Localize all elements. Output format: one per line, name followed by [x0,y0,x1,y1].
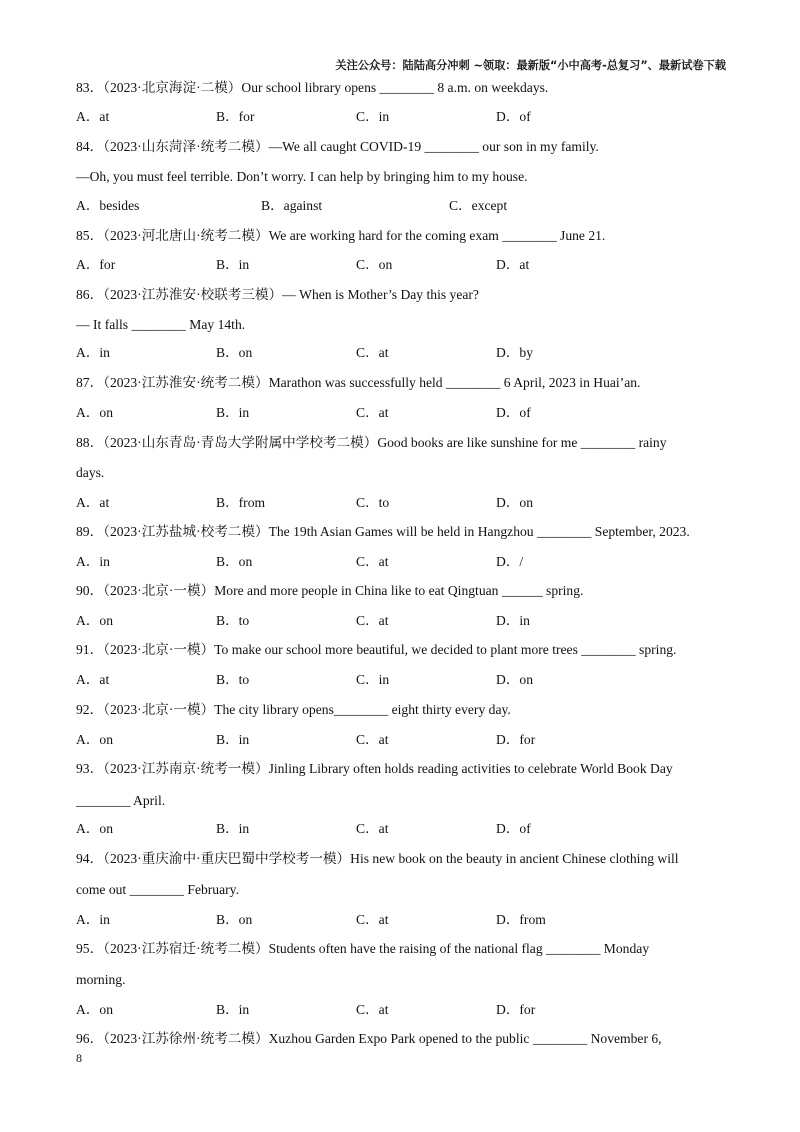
answer-option: A．besides [76,198,140,213]
answer-options [76,821,736,837]
page-header: 关注公众号：陆陆高分冲刺 ~领取：最新版“小中高考-总复习”、最新试卷下载 [335,59,726,72]
answer-option: C．at [356,345,389,360]
question-stem: 86．（2023·江苏淮安·校联考三模）— When is Mother’s Day this year? [76,287,479,302]
question-stem-continuation: ________ April. [76,793,166,808]
answer-option: A．on [76,613,114,628]
answer-option: A．at [76,672,110,687]
answer-option: C．in [356,109,390,124]
question-stem: 94．（2023·重庆渝中·重庆巴蜀中学校考一模）His new book on the beauty in ancient Chinese clothing will [76,851,679,866]
answer-option: C．at [356,613,389,628]
answer-option: A．at [76,495,110,510]
answer-options [76,732,736,748]
question-stem: 92．（2023·北京·一模）The city library opens________ eight thirty every day. [76,702,511,717]
answer-option: B．in [216,405,250,420]
page-number: 8 [76,1051,82,1065]
question-stem: 85．（2023·河北唐山·统考二模）We are working hard for the coming exam ________ June 21. [76,228,606,243]
question-stem-continuation: — It falls ________ May 14th. [76,317,246,332]
answer-option: D．/ [496,554,524,569]
answer-option: C．at [356,554,389,569]
answer-option: B．on [216,912,253,927]
answer-option: D．from [496,912,546,927]
answer-option: B．in [216,257,250,272]
answer-options [76,672,736,688]
answer-option: A．on [76,405,114,420]
answer-option: D．at [496,257,530,272]
question-stem: 83．（2023·北京海淀·二模）Our school library opens ________ 8 a.m. on weekdays. [76,80,549,95]
answer-option: B．to [216,672,250,687]
answer-option: C．in [356,672,390,687]
answer-option: D．for [496,732,536,747]
answer-option: C．to [356,495,390,510]
answer-option: A．in [76,912,110,927]
answer-option: B．in [216,1002,250,1017]
question-stem: 96．（2023·江苏徐州·统考二模）Xuzhou Garden Expo Park opened to the public ________ November 6, [76,1031,662,1046]
answer-option: D．of [496,821,531,836]
answer-option: A．in [76,554,110,569]
answer-option: B．for [216,109,255,124]
answer-options [76,198,736,214]
answer-option: C．at [356,912,389,927]
answer-option: C．at [356,405,389,420]
answer-option: D．in [496,613,530,628]
question-stem-continuation: —Oh, you must feel terrible. Don’t worry. I can help by bringing him to my house. [76,169,528,184]
answer-options [76,1002,736,1018]
answer-option: C．except [449,198,508,213]
answer-options [76,109,736,125]
question-stem-continuation: morning. [76,972,126,987]
answer-option: D．for [496,1002,536,1017]
answer-option: B．to [216,613,250,628]
answer-option: B．from [216,495,266,510]
answer-option: C．at [356,732,389,747]
answer-option: C．on [356,257,393,272]
question-stem: 90．（2023·北京·一模）More and more people in China like to eat Qingtuan ______ spring. [76,583,584,598]
answer-option: C．at [356,1002,389,1017]
answer-options [76,613,736,629]
question-stem-continuation: come out ________ February. [76,882,239,897]
question-stem: 93．（2023·江苏南京·统考一模）Jinling Library often holds reading activities to celebrate World Book Day [76,761,673,776]
answer-option: A．for [76,257,116,272]
question-stem: 87．（2023·江苏淮安·统考二模）Marathon was successfully held ________ 6 April, 2023 in Huai’an. [76,375,641,390]
answer-options [76,257,736,273]
answer-option: B．on [216,345,253,360]
answer-options [76,345,736,361]
answer-option: A．on [76,821,114,836]
answer-option: B．in [216,821,250,836]
question-stem: 88．（2023·山东青岛·青岛大学附属中学校考二模）Good books are like sunshine for me ________ rainy [76,435,667,450]
answer-option: D．by [496,345,534,360]
answer-option: C．at [356,821,389,836]
answer-option: B．against [261,198,323,213]
answer-option: B．on [216,554,253,569]
answer-option: D．of [496,405,531,420]
answer-option: D．on [496,495,534,510]
answer-options [76,405,736,421]
question-stem: 89．（2023·江苏盐城·校考二模）The 19th Asian Games will be held in Hangzhou ________ September, 2023. [76,524,690,539]
question-stem: 84．（2023·山东菏泽·统考二模）—We all caught COVID-19 ________ our son in my family. [76,139,599,154]
answer-option: D．on [496,672,534,687]
question-stem: 95．（2023·江苏宿迁·统考二模）Students often have the raising of the national flag ________ Monday [76,941,650,956]
answer-option: A．on [76,732,114,747]
answer-option: D．of [496,109,531,124]
answer-options [76,912,736,928]
answer-option: A．at [76,109,110,124]
question-stem: 91．（2023·北京·一模）To make our school more beautiful, we decided to plant more trees ________ spring. [76,642,677,657]
answer-option: A．in [76,345,110,360]
answer-option: B．in [216,732,250,747]
answer-options [76,554,736,570]
question-stem-continuation: days. [76,465,105,480]
answer-options [76,495,736,511]
answer-option: A．on [76,1002,114,1017]
